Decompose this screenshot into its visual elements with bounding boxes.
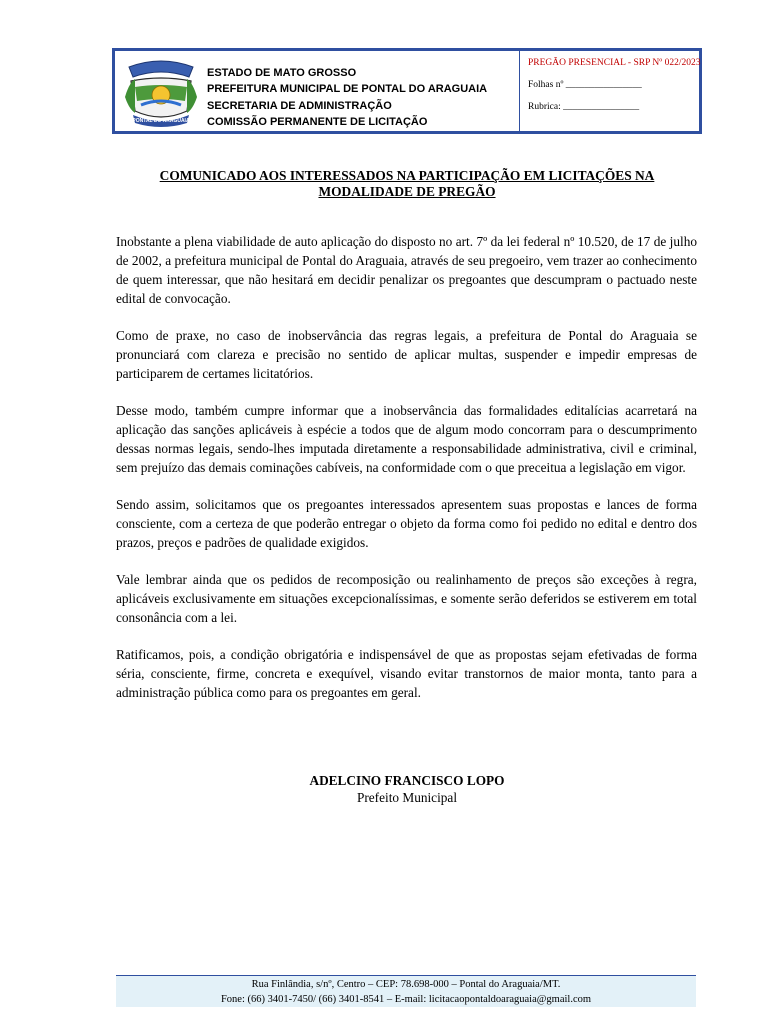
- paragraph: Desse modo, também cumpre informar que a inobservância das formalidades editalícias acarretará na aplicação das sanções aplicáveis à espécie a todos que de algum modo concorram para o descumprimento dessas normas legais, sendo-lhes imputada diretamente a responsabilidade administrativa, civil e criminal, sem prejuízo das demais cominações cabíveis, na conformidade com o que preceitua a legislação em vigor.: [116, 403, 697, 475]
- header-process-info: [519, 51, 702, 131]
- rubrica-field: Rubrica: ________________: [528, 102, 640, 112]
- folhas-field: Folhas nº ________________: [528, 80, 642, 90]
- document-title: [112, 168, 702, 200]
- header-line-prefecture: PREFEITURA MUNICIPAL DE PONTAL DO ARAGUAIA: [207, 83, 488, 96]
- title-line-1: COMUNICADO AOS INTERESSADOS NA PARTICIPAÇÃO EM LICITAÇÕES NA: [159, 168, 655, 183]
- header-institution-block: [207, 65, 487, 130]
- header-line-commission: COMISSÃO PERMANENTE DE LICITAÇÃO: [207, 115, 428, 128]
- paragraph: Ratificamos, pois, a condição obrigatória e indispensável de que as propostas sejam efetivadas de forma séria, consciente, firme, concreta e exequível, visando evitar transtornos de maior monta, tanto para a administração pública como para os pregoantes em geral.: [116, 647, 697, 700]
- header-line-state: ESTADO DE MATO GROSSO: [207, 67, 357, 79]
- signatory-name: ADELCINO FRANCISCO LOPO: [309, 773, 505, 788]
- logo-banner-text: PONTAL DO ARAGUAIA: [132, 118, 190, 124]
- footer-address: Rua Finlândia, s/nº, Centro – CEP: 78.698-000 – Pontal do Araguaia/MT.: [251, 979, 561, 990]
- pregao-number: PREGÃO PRESENCIAL - SRP Nº 022/2023: [528, 58, 701, 68]
- document-body: [116, 232, 697, 720]
- signature-block: [112, 772, 702, 806]
- document-header: [112, 48, 702, 134]
- signatory-role: Prefeito Municipal: [356, 790, 458, 805]
- header-line-secretariat: SECRETARIA DE ADMINISTRAÇÃO: [207, 99, 392, 112]
- footer-contact: Fone: (66) 3401-7450/ (66) 3401-8541 – E-mail: licitacaopontaldoaraguaia@gmail.com: [220, 993, 592, 1005]
- paragraph: Inobstante a plena viabilidade de auto aplicação do disposto no art. 7º da lei federal nº 10.520, de 17 de julho de 2002, a prefeitura municipal de Pontal do Araguaia, através de seu pregoeiro, vem trazer ao conhecimento de quem interessar, que não hesitará em decidir penalizar os pregoantes que descumpram o pactuado neste edital de convocação.: [116, 234, 697, 306]
- paragraph: Como de praxe, no caso de inobservância das regras legais, a prefeitura de Pontal do Araguaia se pronunciará com clareza e precisão no sentido de aplicar multas, suspender e impedir empresas de participarem de certames licitatórios.: [116, 328, 697, 381]
- coat-of-arms-icon: [123, 57, 199, 127]
- title-line-2: MODALIDADE DE PREGÃO: [318, 184, 496, 199]
- document-footer: [116, 975, 696, 1007]
- paragraph: Vale lembrar ainda que os pedidos de recomposição ou realinhamento de preços são exceções à regra, aplicáveis exclusivamente em situações excepcionalíssimas, e somente serão deferidos se estiverem em total consonância com a lei.: [116, 572, 697, 625]
- paragraph: Sendo assim, solicitamos que os pregoantes interessados apresentem suas propostas e lances de forma consciente, com a certeza de que poderão entregar o objeto da forma como foi pedido no edital e dentro dos prazos, preços e padrões de qualidade exigidos.: [116, 497, 697, 550]
